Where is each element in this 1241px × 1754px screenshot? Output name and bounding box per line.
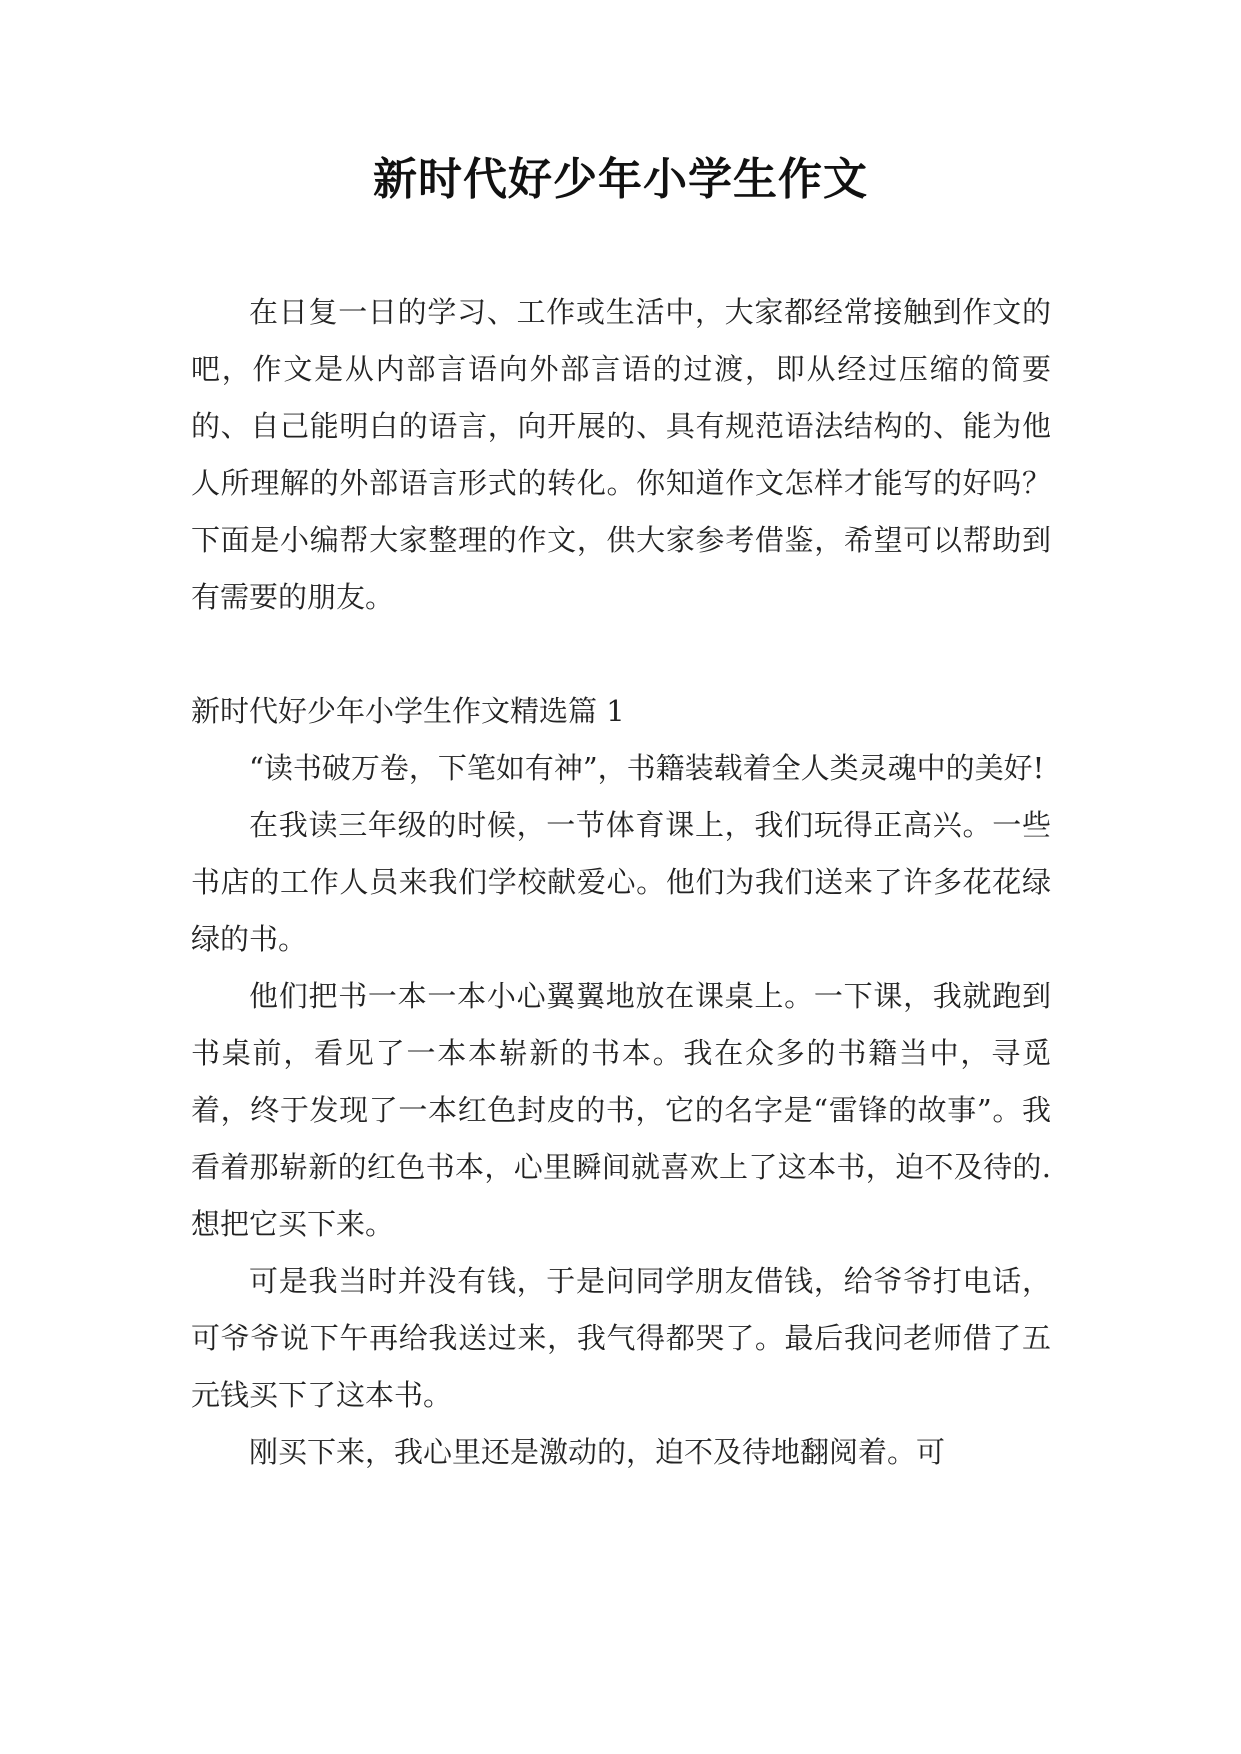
document-title: 新时代好少年小学生作文 [373,154,868,205]
body-paragraph: “读书破万卷，下笔如有神”，书籍装载着全人类灵魂中的美好! [249,751,1045,785]
body-paragraph: 可是我当时并没有钱，于是问同学朋友借钱，给爷爷打电话，可爷爷说下午再给我送过来，我气得都哭了。最后我问老师借了五元钱买下了这本书。 [191,1264,1051,1412]
section-heading: 新时代好少年小学生作文精选篇 1 [191,694,625,728]
body-paragraph: 他们把书一本一本小心翼翼地放在课桌上。一下课，我就跑到书桌前，看见了一本本崭新的书本。我在众多的书籍当中，寻觅着，终于发现了一本红色封皮的书，它的名字是“雷锋的故事”。我看着那崭新的红色书本，心里瞬间就喜欢上了这本书，迫不及待的.想把它买下来。 [191,979,1051,1241]
body-paragraph: 在我读三年级的时候，一节体育课上，我们玩得正高兴。一些书店的工作人员来我们学校献爱心。他们为我们送来了许多花花绿绿的书。 [191,808,1051,956]
intro-paragraph: 在日复一日的学习、工作或生活中，大家都经常接触到作文的吧，作文是从内部言语向外部言语的过渡，即从经过压缩的简要的、自己能明白的语言，向开展的、具有规范语法结构的、能为他人所理解的外部语言形式的转化。你知道作文怎样才能写的好吗？下面是小编帮大家整理的作文，供大家参考借鉴，希望可以帮助到有需要的朋友。 [191,295,1051,614]
document-body [191,284,1051,1481]
body-paragraph: 刚买下来，我心里还是激动的，迫不及待地翻阅着。可 [249,1435,946,1469]
